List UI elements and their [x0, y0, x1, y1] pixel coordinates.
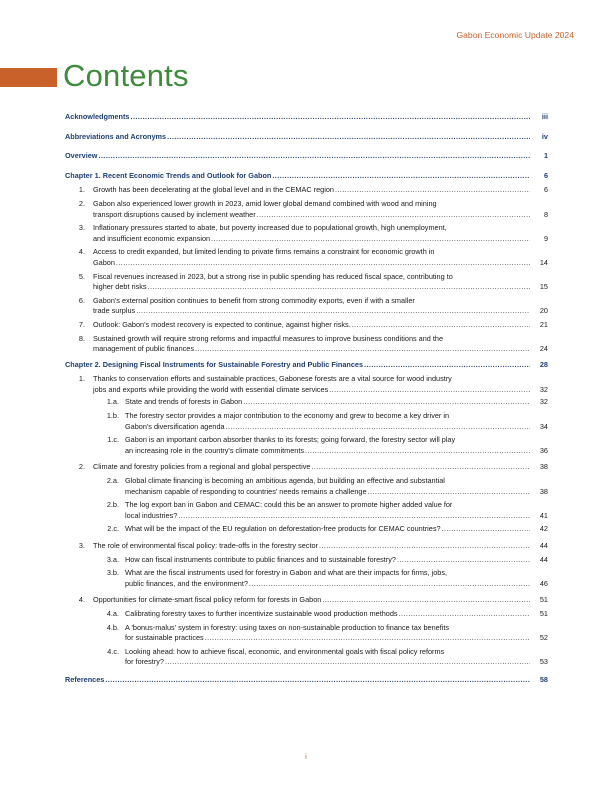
toc-entry-line	[125, 647, 530, 658]
toc-entry-line	[125, 524, 530, 535]
toc-entry[interactable]	[65, 320, 548, 331]
page-number: i	[305, 752, 307, 761]
dot-leader	[195, 344, 530, 355]
toc-entry-line	[125, 476, 530, 487]
toc-entry-title	[93, 334, 548, 355]
toc-entry-text: Growth has been decelerating at the global level and in the CEMAC region	[93, 185, 334, 195]
toc-entry-number: 3.b.	[106, 568, 119, 578]
toc-entry-line	[125, 435, 530, 446]
toc-page-number: 38	[539, 486, 548, 496]
toc-page-number: 15	[539, 282, 548, 292]
dot-leader	[319, 541, 530, 552]
toc-entry-text: Looking ahead: how to achieve fiscal, economic, and environmental goals with fiscal policy reforms	[125, 646, 445, 656]
toc-page-number: 51	[539, 608, 548, 618]
toc-entry-line	[93, 272, 530, 283]
toc-entry-line	[93, 462, 530, 473]
dot-leader	[249, 579, 530, 590]
toc-entry-line	[93, 210, 530, 221]
toc-entry-line	[125, 411, 530, 422]
toc-entry[interactable]	[65, 675, 548, 686]
toc-page-number: 44	[539, 554, 548, 564]
toc-entry-text: Outlook: Gabon's modest recovery is expected to continue, against higher risks.	[93, 319, 351, 329]
dot-leader	[98, 151, 530, 162]
toc-entry-number: 3.a.	[106, 554, 119, 564]
toc-entry-line	[93, 185, 530, 196]
toc-entry-text: References	[65, 674, 105, 684]
toc-entry-text: What will be the impact of the EU regulation on deforestation-free products for CEMAC countries?	[125, 524, 441, 534]
toc-entry-text: Abbreviations and Acronyms	[65, 131, 167, 141]
toc-page-number: 53	[539, 657, 548, 667]
toc-entry-text: jobs and exports while providing the world with essential climate services	[93, 384, 329, 394]
toc-entry-line	[125, 422, 530, 433]
toc-entry-line	[93, 234, 530, 245]
toc-page-number: 52	[539, 633, 548, 643]
toc-entry-number: 3.	[78, 223, 85, 233]
dot-leader	[335, 185, 530, 196]
toc-entry-text: Gabon	[93, 257, 115, 267]
dot-leader	[226, 422, 530, 433]
toc-entry-line	[125, 609, 530, 620]
toc-entry-title	[65, 112, 548, 123]
toc-entry-title	[65, 675, 548, 686]
toc-page-number: 34	[539, 421, 548, 431]
toc-entry-text: an increasing role in the country's climate commitments	[125, 445, 305, 455]
toc-entry[interactable]	[65, 541, 548, 552]
toc-entry-line	[125, 555, 530, 566]
table-of-contents	[65, 112, 548, 686]
toc-entry[interactable]	[65, 524, 548, 535]
toc-entry-number: 4.c.	[107, 646, 119, 656]
toc-entry-number: 5.	[78, 271, 85, 281]
toc-entry-number: 2.	[78, 462, 85, 472]
toc-entry-number: 8.	[78, 333, 85, 343]
page-title: Contents	[63, 58, 189, 93]
toc-entry-title	[125, 609, 548, 620]
dot-leader	[116, 258, 530, 269]
toc-page-number: 21	[539, 319, 548, 329]
toc-entry-text: for forestry?	[125, 657, 164, 667]
toc-entry-title	[93, 199, 548, 220]
toc-entry-text: The role of environmental fiscal policy: trade-offs in the forestry sector	[93, 541, 318, 550]
toc-entry-title	[93, 223, 548, 244]
toc-entry-text: Inflationary pressures started to abate, but poverty increased due to populational growth, high unemployment,	[93, 223, 447, 233]
toc-entry-title	[125, 623, 548, 644]
toc-entry-number: 4.b.	[106, 622, 119, 632]
toc-entry[interactable]	[65, 132, 548, 143]
toc-page-number: 32	[539, 384, 548, 394]
accent-bar	[0, 68, 57, 87]
toc-entry-line	[125, 579, 530, 590]
toc-page-number: 1	[543, 151, 548, 161]
toc-entry[interactable]	[65, 397, 548, 408]
toc-page-number: 46	[539, 578, 548, 588]
toc-entry-number: 3.	[78, 541, 85, 550]
toc-entry-title	[125, 500, 548, 521]
toc-entry-text: Calibrating forestry taxes to further incentivize sustainable wood production methods	[125, 608, 398, 618]
toc-entry-title	[125, 555, 548, 566]
toc-entry-line	[93, 247, 530, 258]
toc-page-number: 24	[539, 344, 548, 354]
toc-entry[interactable]	[65, 568, 548, 589]
toc-entry-text: Gabon's diversification agenda	[125, 421, 225, 431]
dot-leader	[243, 397, 530, 408]
toc-entry-line	[65, 675, 530, 686]
toc-entry-line	[125, 487, 530, 498]
dot-leader	[329, 385, 530, 396]
dot-leader	[352, 320, 530, 331]
toc-entry-number: 4.	[78, 247, 85, 257]
toc-page-number: 9	[543, 233, 548, 243]
dot-leader	[442, 524, 530, 535]
toc-entry-line	[93, 282, 530, 293]
toc-page-number: 20	[539, 306, 548, 316]
toc-entry[interactable]	[65, 609, 548, 620]
toc-page-number: 28	[539, 359, 548, 369]
toc-entry-text: Global climate financing is becoming an ambitious agenda, but building an effective and substantial	[125, 476, 445, 486]
toc-entry[interactable]	[65, 374, 548, 395]
toc-entry-line	[93, 385, 530, 396]
toc-entry-number: 2.c.	[107, 524, 119, 534]
toc-page-number: 41	[539, 510, 548, 520]
dot-leader	[211, 234, 530, 245]
toc-page-number: 6	[543, 185, 548, 195]
toc-entry-line	[93, 344, 530, 355]
toc-entry[interactable]	[65, 476, 548, 497]
toc-entry-title	[93, 320, 548, 331]
toc-page-number: 51	[539, 595, 548, 605]
dot-leader	[397, 555, 530, 566]
toc-entry[interactable]	[65, 199, 548, 220]
toc-entry-line	[93, 199, 530, 210]
dot-leader	[305, 446, 530, 457]
toc-entry-line	[65, 171, 530, 182]
toc-entry-text: Chapter 1. Recent Economic Trends and Outlook for Gabon	[65, 170, 272, 180]
toc-entry-text: Climate and forestry policies from a regional and global perspective	[93, 462, 311, 472]
toc-entry-line	[93, 306, 530, 317]
toc-page-number: iii	[541, 112, 548, 121]
toc-entry-title	[93, 247, 548, 268]
toc-entry-text: A 'bonus-malus' system in forestry: using taxes on non-sustainable production to finance tax benefits	[125, 622, 450, 632]
toc-page-number: 58	[539, 674, 548, 684]
toc-entry-line	[125, 511, 530, 522]
dot-leader	[165, 657, 530, 668]
toc-entry[interactable]	[65, 272, 548, 293]
toc-entry-title	[93, 272, 548, 293]
toc-entry-line	[125, 446, 530, 457]
toc-page-number: 8	[543, 209, 548, 219]
toc-entry-line	[65, 112, 530, 123]
toc-entry-line	[65, 132, 530, 143]
toc-entry-text: and insufficient economic expansion	[93, 233, 211, 243]
toc-entry-text: transport disruptions caused by inclement weather	[93, 209, 256, 219]
toc-entry[interactable]	[65, 112, 548, 123]
toc-entry-number: 6.	[78, 295, 85, 305]
toc-entry-text: local industries?	[125, 510, 178, 520]
toc-entry-text: public finances, and the environment?	[125, 578, 248, 588]
toc-entry-title	[125, 435, 548, 456]
toc-entry[interactable]	[65, 411, 548, 432]
toc-entry-text: The forestry sector provides a major contribution to the economy and grew to become a key driver in	[125, 411, 450, 421]
toc-entry-title	[93, 374, 548, 395]
dot-leader	[272, 171, 530, 182]
dot-leader	[399, 609, 530, 620]
toc-entry-text: trade surplus	[93, 306, 136, 316]
dot-leader	[130, 112, 530, 123]
toc-entry-text: Overview	[65, 151, 98, 161]
toc-entry-title	[125, 411, 548, 432]
toc-entry[interactable]	[65, 623, 548, 644]
toc-page-number: 6	[543, 170, 548, 180]
toc-entry-title	[65, 171, 548, 182]
toc-entry-line	[93, 320, 530, 331]
toc-entry[interactable]	[65, 151, 548, 162]
toc-entry-title	[125, 568, 548, 589]
toc-entry-line	[93, 296, 530, 307]
toc-entry-text: What are the fiscal instruments used for forestry in Gabon and what are their impacts for firms, jobs,	[125, 568, 448, 578]
toc-entry[interactable]	[65, 555, 548, 566]
toc-entry-number: 7.	[78, 319, 85, 329]
toc-entry-text: State and trends of forests in Gabon	[125, 397, 243, 407]
toc-entry-number: 2.b.	[106, 500, 119, 510]
dot-leader	[368, 487, 530, 498]
dot-leader	[105, 675, 530, 686]
toc-page-number: 36	[539, 445, 548, 455]
toc-entry-number: 1.	[78, 374, 85, 384]
toc-entry-title	[93, 296, 548, 317]
toc-entry-text: management of public finances	[93, 344, 195, 354]
toc-entry-text: How can fiscal instruments contribute to public finances and to sustainable forestry?	[125, 554, 396, 564]
toc-entry-number: 1.c.	[107, 435, 119, 445]
toc-entry-title	[93, 462, 548, 473]
toc-entry-line	[65, 151, 530, 162]
toc-entry-text: Sustained growth will require strong reforms and impactful measures to improve business conditions and the	[93, 333, 444, 343]
toc-entry-line	[125, 500, 530, 511]
toc-entry-number: 1.	[78, 185, 85, 195]
toc-entry-number: 1.a.	[106, 397, 119, 407]
toc-page-number: 14	[539, 257, 548, 267]
toc-entry-title	[65, 132, 548, 143]
toc-page-number: 42	[539, 524, 548, 534]
toc-entry-line	[125, 657, 530, 668]
toc-entry-number: 2.a.	[106, 476, 119, 486]
dot-leader	[257, 210, 530, 221]
toc-entry[interactable]	[65, 647, 548, 668]
toc-entry-title	[125, 647, 548, 668]
toc-entry[interactable]	[65, 223, 548, 244]
toc-entry[interactable]	[65, 360, 548, 371]
toc-entry-number: 2.	[78, 198, 85, 208]
toc-entry-title	[93, 595, 548, 606]
dot-leader	[136, 306, 530, 317]
toc-entry-number: 4.a.	[106, 608, 119, 618]
toc-entry[interactable]	[65, 171, 548, 182]
toc-entry-line	[125, 568, 530, 579]
toc-entry-title	[65, 151, 548, 162]
toc-entry-line	[125, 633, 530, 644]
toc-entry-title	[125, 476, 548, 497]
toc-entry[interactable]	[65, 500, 548, 521]
toc-entry-text: for sustainable practices	[125, 633, 204, 643]
toc-entry[interactable]	[65, 595, 548, 606]
toc-page-number: iv	[541, 131, 548, 141]
toc-entry[interactable]	[65, 185, 548, 196]
toc-entry-text: Chapter 2. Designing Fiscal Instruments for Sustainable Forestry and Public Finances	[65, 359, 364, 369]
toc-entry-title	[93, 185, 548, 196]
toc-entry-line	[125, 397, 530, 408]
toc-entry[interactable]	[65, 247, 548, 268]
toc-entry-text: higher debt risks	[93, 282, 147, 292]
toc-entry-text: mechanism capable of responding to countries' needs remains a challenge	[125, 486, 367, 496]
dot-leader	[311, 462, 530, 473]
dot-leader	[167, 132, 530, 143]
toc-entry-line	[125, 623, 530, 634]
toc-entry[interactable]	[65, 435, 548, 456]
dot-leader	[322, 595, 530, 606]
dot-leader	[205, 633, 530, 644]
toc-entry-text: Thanks to conservation efforts and sustainable practices, Gabonese forests are a vital source for wood industry	[93, 374, 452, 384]
toc-entry-text: Access to credit expanded, but limited lending to private firms remains a constraint for economic growth in	[93, 247, 435, 257]
toc-entry-line	[93, 374, 530, 385]
toc-entry[interactable]	[65, 462, 548, 473]
toc-entry-number: 4.	[78, 595, 85, 605]
toc-page-number: 44	[539, 541, 548, 550]
toc-entry-text: Opportunities for climate-smart fiscal policy reform for forests in Gabon	[93, 595, 322, 605]
toc-entry-text: Gabon also experienced lower growth in 2023, amid lower global demand combined with wood and mining	[93, 198, 437, 208]
toc-entry-text: Gabon is an important carbon absorber thanks to its forests; going forward, the forestry sector will play	[125, 435, 456, 445]
toc-entry-line	[93, 541, 530, 552]
toc-entry[interactable]	[65, 334, 548, 355]
toc-entry-title	[125, 524, 548, 535]
toc-entry-text: Acknowledgments	[65, 112, 130, 121]
toc-entry[interactable]	[65, 296, 548, 317]
toc-entry-title	[65, 360, 548, 371]
toc-page-number: 32	[539, 397, 548, 407]
toc-entry-line	[93, 258, 530, 269]
dot-leader	[364, 360, 530, 371]
toc-entry-line	[93, 223, 530, 234]
toc-entry-text: Gabon's external position continues to benefit from strong commodity exports, even if with a smaller	[93, 295, 415, 305]
toc-entry-title	[93, 541, 548, 552]
toc-entry-line	[93, 595, 530, 606]
toc-entry-line	[93, 334, 530, 345]
toc-entry-number: 1.b.	[106, 411, 119, 421]
toc-entry-line	[65, 360, 530, 371]
toc-page-number: 38	[539, 462, 548, 472]
toc-entry-title	[125, 397, 548, 408]
dot-leader	[178, 511, 530, 522]
dot-leader	[148, 282, 530, 293]
running-header: Gabon Economic Update 2024	[456, 30, 574, 40]
toc-entry-text: The log export ban in Gabon and CEMAC: could this be an answer to promote higher added value for	[125, 500, 453, 510]
toc-entry-text: Fiscal revenues increased in 2023, but a strong rise in public spending has reduced fiscal space, contributing to	[93, 271, 453, 281]
